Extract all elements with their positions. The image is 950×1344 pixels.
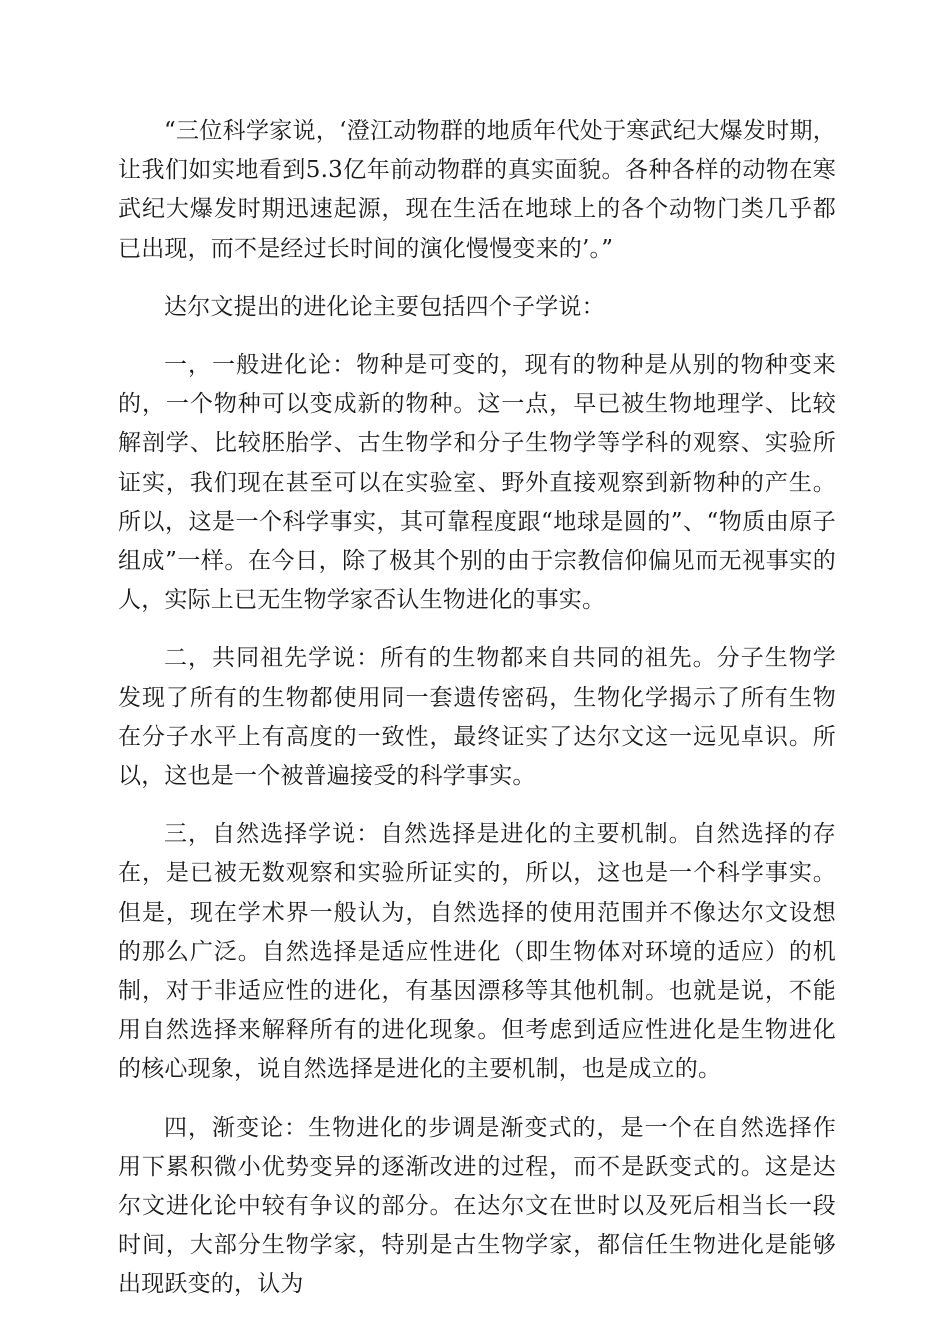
paragraph-gradualism: 四，渐变论：生物进化的步调是渐变式的，是一个在自然选择作用下累积微小优势变异的逐渐改进的过程，而不是跃变式的。这是达尔文进化论中较有争议的部分。在达尔文在世时以及死后相当长一段时间，大部分生物学家，特别是古生物学家，都信任生物进化是能够出现跃变的，认为 (118, 1114, 836, 1298)
paragraph-natural-selection: 三，自然选择学说：自然选择是进化的主要机制。自然选择的存在，是已被无数观察和实验所证实的，所以，这也是一个科学事实。但是，现在学术界一般认为，自然选择的使用范围并不像达尔文设想的那么广泛。自然选择是适应性进化（即生物体对环境的适应）的机制，对于非适应性的进化，有基因漂移等其他机制。也就是说，不能用自然选择来解释所有的进化现象。但考虑到适应性进化是生物进化的核心现象，说自然选择是进化的主要机制，也是成立的。 (118, 821, 836, 1083)
paragraph-quote: “三位科学家说，‘澄江动物群的地质年代处于寒武纪大爆发时期，让我们如实地看到5.3亿年前动物群的真实面貌。各种各样的动物在寒武纪大爆发时期迅速起源，现在生活在地球上的各个动物门类几乎都已出现，而不是经过长时间的演化慢慢变来的’。” (118, 118, 836, 262)
paragraph-intro: 达尔文提出的进化论主要包括四个子学说： (164, 293, 605, 320)
paragraph-general-evolution: 一，一般进化论：物种是可变的，现有的物种是从别的物种变来的，一个物种可以变成新的物种。这一点，早已被生物地理学、比较解剖学、比较胚胎学、古生物学和分子生物学等学科的观察、实验所证实，我们现在甚至可以在实验室、野外直接观察到新物种的产生。所以，这是一个科学事实，其可靠程度跟“地球是圆的”、“物质由原子组成”一样。在今日，除了极其个别的由于宗教信仰偏见而无视事实的人，实际上已无生物学家否认生物进化的事实。 (118, 352, 836, 614)
paragraph-common-ancestor: 二，共同祖先学说：所有的生物都来自共同的祖先。分子生物学发现了所有的生物都使用同一套遗传密码，生物化学揭示了所有生物在分子水平上有高度的一致性，最终证实了达尔文这一远见卓识。所以，这也是一个被普遍接受的科学事实。 (118, 645, 836, 790)
document-body (118, 112, 836, 1324)
